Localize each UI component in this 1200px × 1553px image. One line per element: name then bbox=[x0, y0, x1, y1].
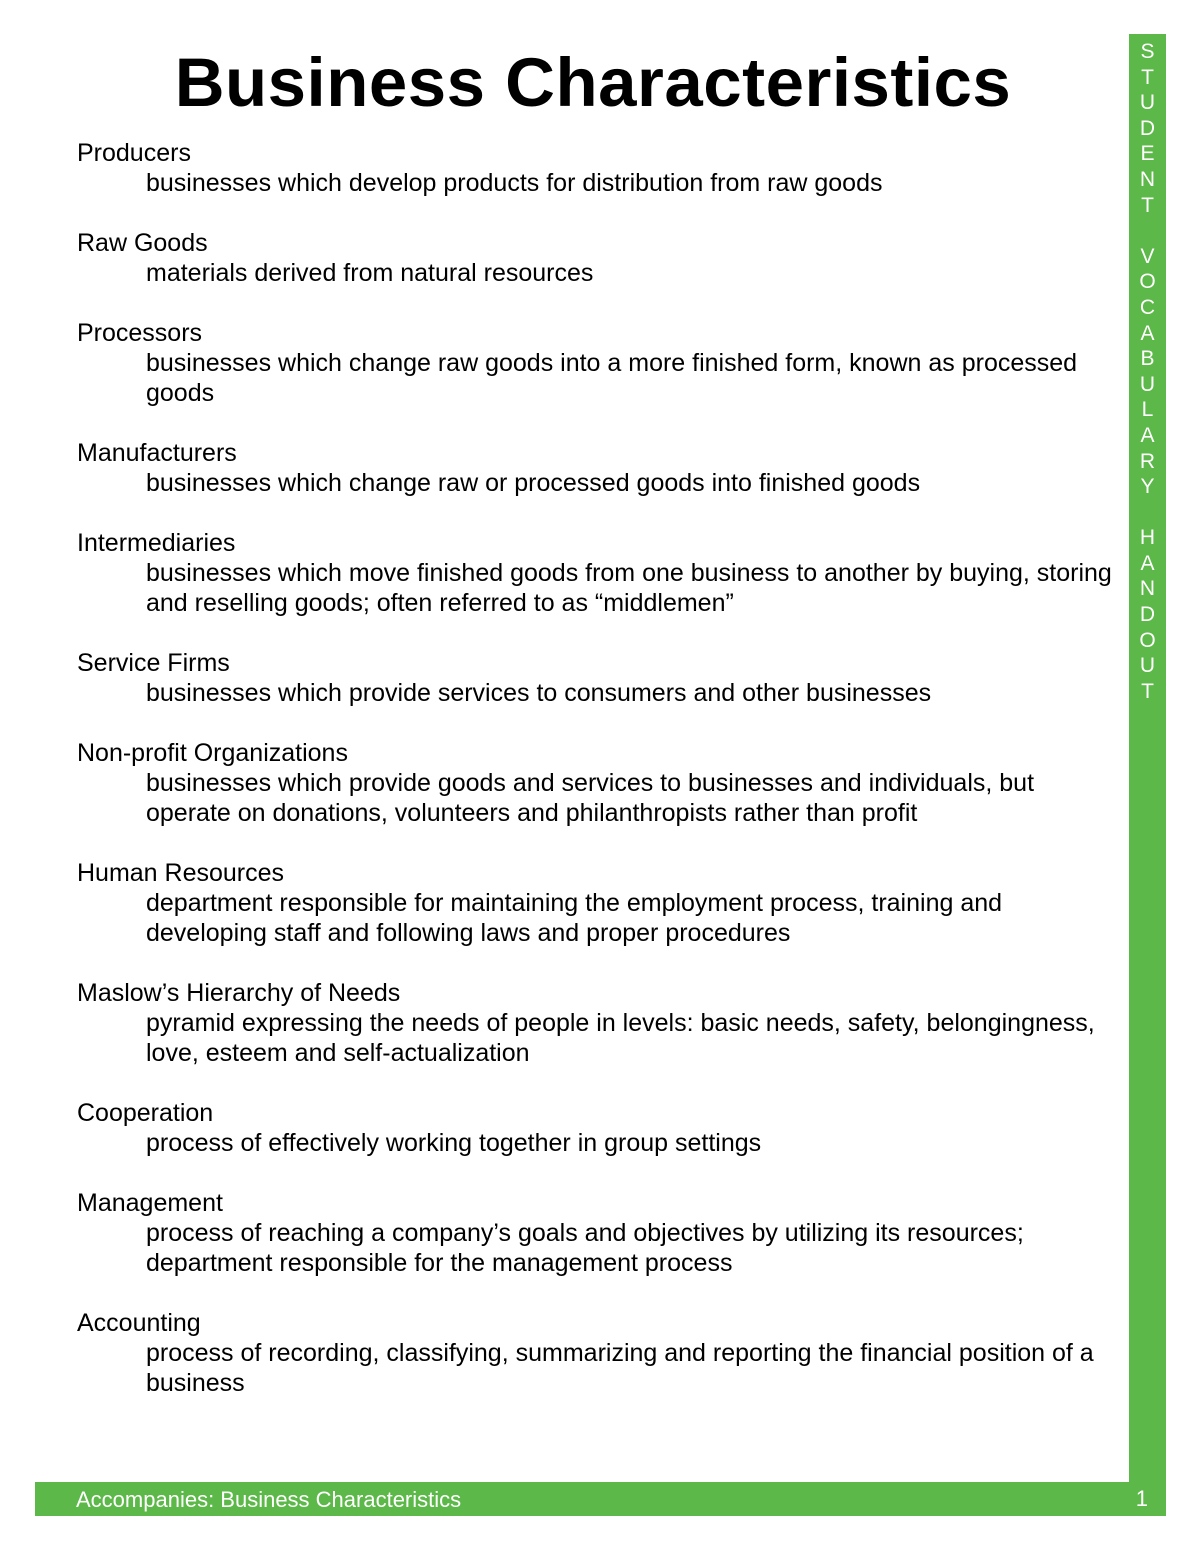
term-entry bbox=[77, 318, 1117, 408]
term-name: Producers bbox=[77, 139, 191, 167]
term-name: Accounting bbox=[77, 1309, 201, 1337]
term-name: Processors bbox=[77, 319, 203, 347]
side-banner-letter: U bbox=[1139, 91, 1156, 115]
term-definition: businesses which develop products for distribution from raw goods bbox=[146, 169, 883, 197]
term-definition: businesses which provide goods and services to businesses and individuals, but operate on donations, volunteers and philanthropists rather than profit bbox=[146, 769, 1035, 827]
side-banner-letter: B bbox=[1140, 347, 1155, 371]
page-title: Business Characteristics bbox=[174, 44, 1012, 121]
term-name: Cooperation bbox=[77, 1099, 214, 1127]
term-name: Service Firms bbox=[77, 649, 230, 677]
term-entry bbox=[77, 858, 1117, 948]
side-banner-label bbox=[1129, 39, 1166, 704]
side-banner-letter: A bbox=[1140, 321, 1155, 345]
term-entry bbox=[77, 648, 1117, 708]
term-definition: department responsible for maintaining the employment process, training and developing staff and following laws and proper procedures bbox=[146, 889, 1003, 947]
term-definition: businesses which move finished goods from one business to another by buying, storing and reselling goods; often referred to as “middlemen” bbox=[146, 559, 1112, 617]
side-banner-letter: D bbox=[1139, 116, 1156, 140]
side-banner-letter bbox=[1129, 500, 1166, 526]
side-banner-letter: H bbox=[1139, 526, 1156, 550]
side-banner-letter: O bbox=[1139, 628, 1156, 652]
side-banner-letter: T bbox=[1141, 65, 1154, 89]
term-entry bbox=[77, 1188, 1117, 1278]
side-banner-letter bbox=[1129, 218, 1166, 244]
term-name: Raw Goods bbox=[77, 229, 208, 257]
term-name: Human Resources bbox=[77, 859, 285, 887]
side-banner-letter: O bbox=[1139, 270, 1156, 294]
term-definition: pyramid expressing the needs of people in levels: basic needs, safety, belongingness, love, esteem and self-actualization bbox=[146, 1009, 1095, 1067]
side-banner-letter: A bbox=[1140, 423, 1155, 447]
term-definition: businesses which change raw or processed goods into finished goods bbox=[146, 469, 921, 497]
side-banner-letter: U bbox=[1139, 654, 1156, 678]
term-name: Maslow’s Hierarchy of Needs bbox=[77, 979, 401, 1007]
side-banner-letter: E bbox=[1140, 142, 1155, 166]
side-banner-letter: C bbox=[1139, 295, 1156, 319]
vocabulary-list bbox=[77, 138, 1117, 1428]
term-entry bbox=[77, 528, 1117, 618]
term-entry bbox=[77, 1308, 1117, 1398]
side-banner bbox=[1129, 34, 1166, 1482]
side-banner-letter: L bbox=[1141, 398, 1154, 422]
side-banner-letter: N bbox=[1139, 167, 1156, 191]
term-definition: businesses which change raw goods into a more finished form, known as processed goods bbox=[146, 349, 1078, 407]
term-name: Manufacturers bbox=[77, 439, 237, 467]
term-entry bbox=[77, 228, 1117, 288]
page-number: 1 bbox=[1135, 1486, 1148, 1511]
term-definition: process of effectively working together in group settings bbox=[146, 1129, 762, 1157]
side-banner-letter: Y bbox=[1140, 475, 1155, 499]
term-definition: materials derived from natural resources bbox=[146, 259, 594, 287]
term-entry bbox=[77, 138, 1117, 198]
side-banner-letter: N bbox=[1139, 577, 1156, 601]
term-definition: process of reaching a company’s goals and objectives by utilizing its resources; department responsible for the management process bbox=[146, 1219, 1024, 1277]
side-banner-letter: U bbox=[1139, 372, 1156, 396]
footer-bar bbox=[35, 1482, 1166, 1516]
term-definition: process of recording, classifying, summarizing and reporting the financial position of a business bbox=[146, 1339, 1094, 1397]
side-banner-letter: S bbox=[1140, 40, 1155, 63]
term-entry bbox=[77, 978, 1117, 1068]
footer-text: Accompanies: Business Characteristics bbox=[76, 1487, 462, 1512]
term-name: Intermediaries bbox=[77, 529, 236, 557]
term-entry bbox=[77, 738, 1117, 828]
term-name: Non-profit Organizations bbox=[77, 739, 348, 767]
side-banner-letter: T bbox=[1141, 193, 1154, 217]
side-banner-letter: R bbox=[1139, 449, 1156, 473]
term-name: Management bbox=[77, 1189, 223, 1217]
side-banner-letter: T bbox=[1141, 679, 1154, 703]
term-entry bbox=[77, 438, 1117, 498]
side-banner-letter: D bbox=[1139, 603, 1156, 627]
side-banner-letter: A bbox=[1140, 551, 1155, 575]
side-banner-letter: V bbox=[1140, 244, 1155, 268]
term-definition: businesses which provide services to consumers and other businesses bbox=[146, 679, 932, 707]
term-entry bbox=[77, 1098, 1117, 1158]
